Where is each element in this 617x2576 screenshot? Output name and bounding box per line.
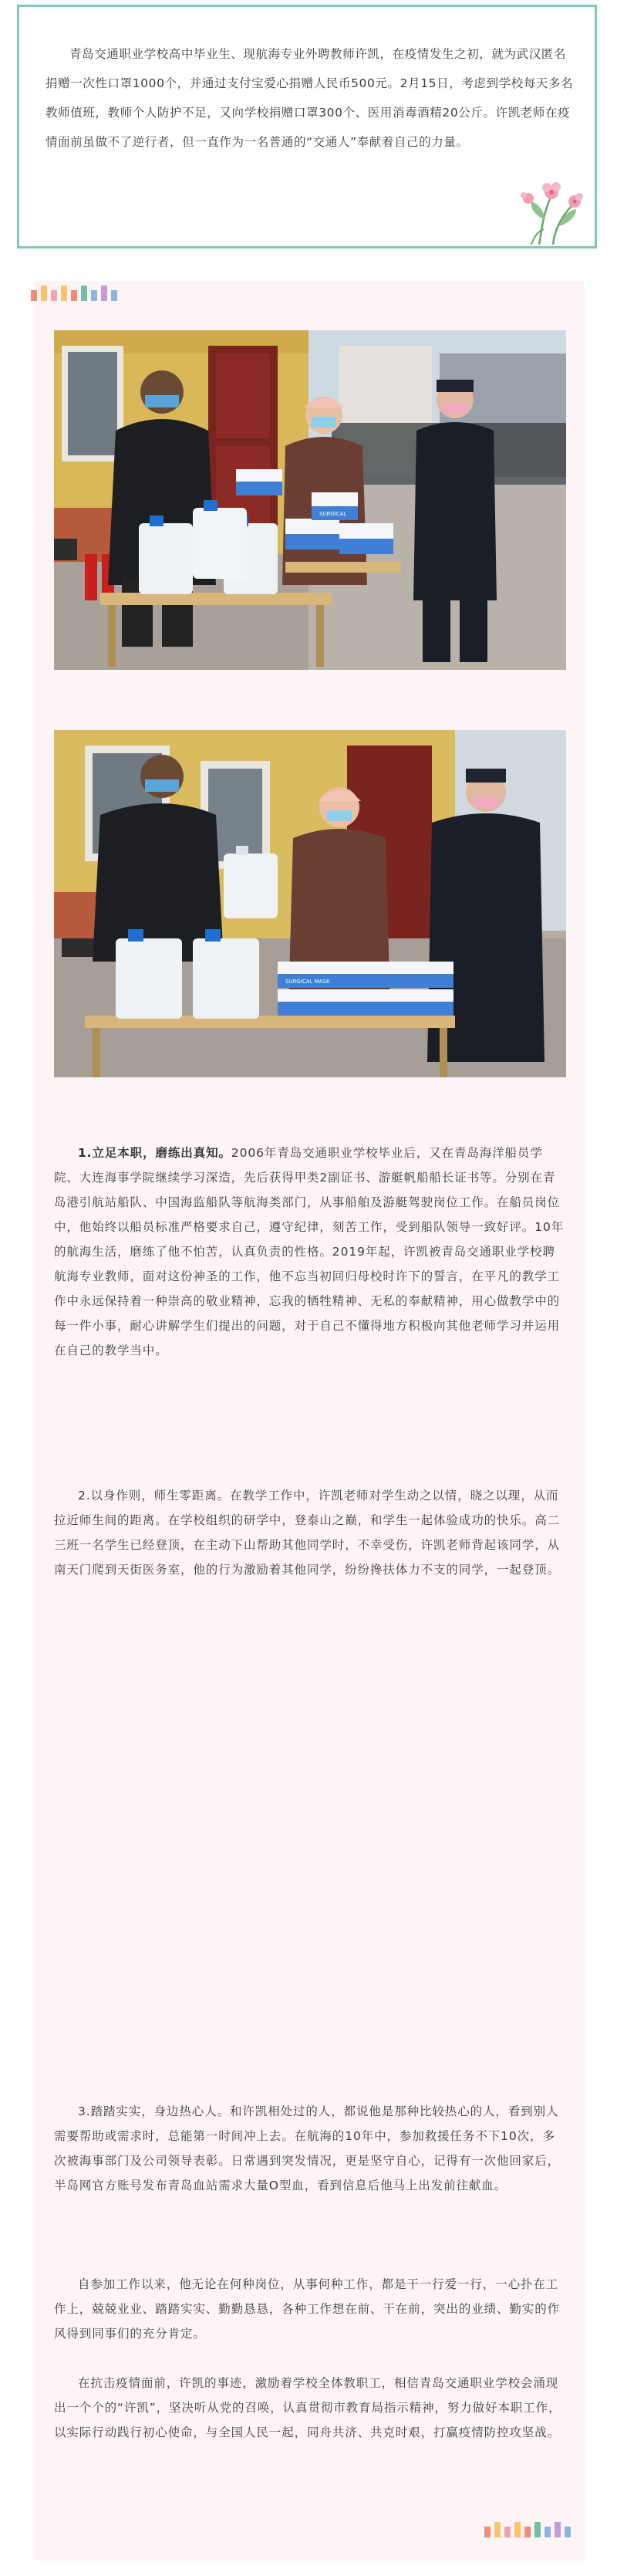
donation-photo-2 [54, 730, 566, 1077]
flower-decoration [508, 164, 593, 245]
section-2 [54, 1483, 566, 1582]
intro-text: 青岛交通职业学校高中毕业生、现航海专业外聘教师许凯，在疫情发生之初，就为武汉匿名捐赠一次性口罩1000个，并通过支付宝爱心捐赠人民币500元。2月15日，考虑到学校每天多名教师值班，教师个人防护不足，又向学校捐赠口罩300个、医用消毒酒精20公斤。许凯老师在疫情面前虽做不了逆行者，但一直作为一名普通的“交通人”奉献着自己的力量。 [46, 47, 574, 149]
donation-photo-1 [54, 330, 566, 670]
intro-box [17, 5, 597, 248]
section-1-heading: 1.立足本职，磨练出真知。 [78, 1146, 231, 1160]
section-1-body: 2006年青岛交通职业学校毕业后，又在青岛海洋船员学院、大连海事学院继续学习深造，先后获得甲类2副证书、游艇帆船船长证书等。分别在青岛港引航站船队、中国海监船队等航海类部门，从事船舶及游艇驾驶岗位工作。在船员岗位中，他始终以船员标准严格要求自己，遵守纪律，刻苦工作，受到船队领导一致好评。10年的航海生活，磨练了他不怕苦，认真负责的性格。2019年起，许凯被青岛交通职业学校聘航海专业教师，面对这份神圣的工作，他不忘当初回归母校时许下的誓言，在平凡的教学工作中永远保持着一种崇高的敬业精神，忘我的牺牲精神、无私的奉献精神，用心做教学中的每一件小事，耐心讲解学生们提出的问题，对于自己不懂得地方积极向其他老师学习并运用在自己的教学当中。 [54, 1146, 565, 1357]
mask-box-label-2: SURGICAL MASK [285, 979, 330, 985]
section-3 [54, 2099, 566, 2198]
section-4 [54, 2272, 566, 2346]
section-4-body: 自参加工作以来，他无论在何种岗位，从事何种工作，都是干一行爱一行，一心扑在工作上，兢兢业业、踏踏实实、勤勤恳恳，各种工作想在前、干在前，突出的业绩、勤实的作风得到同事们的充分肯定。 [54, 2277, 561, 2341]
mask-box-label-1: SURGICAL [319, 511, 347, 517]
section-1 [54, 1141, 566, 1363]
section-3-heading: 3.踏踏实实，身边热心人。 [78, 2104, 230, 2118]
section-2-heading: 2.以身作则，师生零距离。 [78, 1489, 230, 1503]
section-2-body: 在教学工作中，许凯老师对学生动之以情，晓之以理，从而拉近师生间的距离。在学校组织的研学中，登泰山之巅，和学生一起体验成功的快乐。高二三班一名学生已经登顶，在主动下山帮助其他同学时，不幸受伤，许凯老师背起该同学，从南天门爬到天街医务室，他的行为激励着其他同学，纷纷搀扶体力不支的同学，一起登顶。 [54, 1489, 561, 1577]
color-strip-top [31, 286, 117, 301]
section-3-body: 和许凯相处过的人，都说他是那种比较热心的人，看到别人需要帮助或需求时，总能第一时间冲上去。在航海的10年中，参加救援任务不下10次，多次被海事部门及公司领导表彰。日常遇到突发情况，更是坚守自心，记得有一次他回家后，半岛网官方账号发布青岛血站需求大量O型血，看到信息后他马上出发前往献血。 [54, 2104, 561, 2192]
color-strip-bottom [484, 2522, 571, 2537]
section-5-body: 在抗击疫情面前，许凯的事迹，激励着学校全体教职工，相信青岛交通职业学校会涌现出一个个的“许凯”，坚决听从党的召唤，认真贯彻市教育局指示精神，努力做好本职工作，以实际行动践行初心使命，与全国人民一起，同舟共济、共克时艰，打赢疫情防控攻坚战。 [54, 2376, 561, 2439]
section-5 [54, 2371, 566, 2445]
